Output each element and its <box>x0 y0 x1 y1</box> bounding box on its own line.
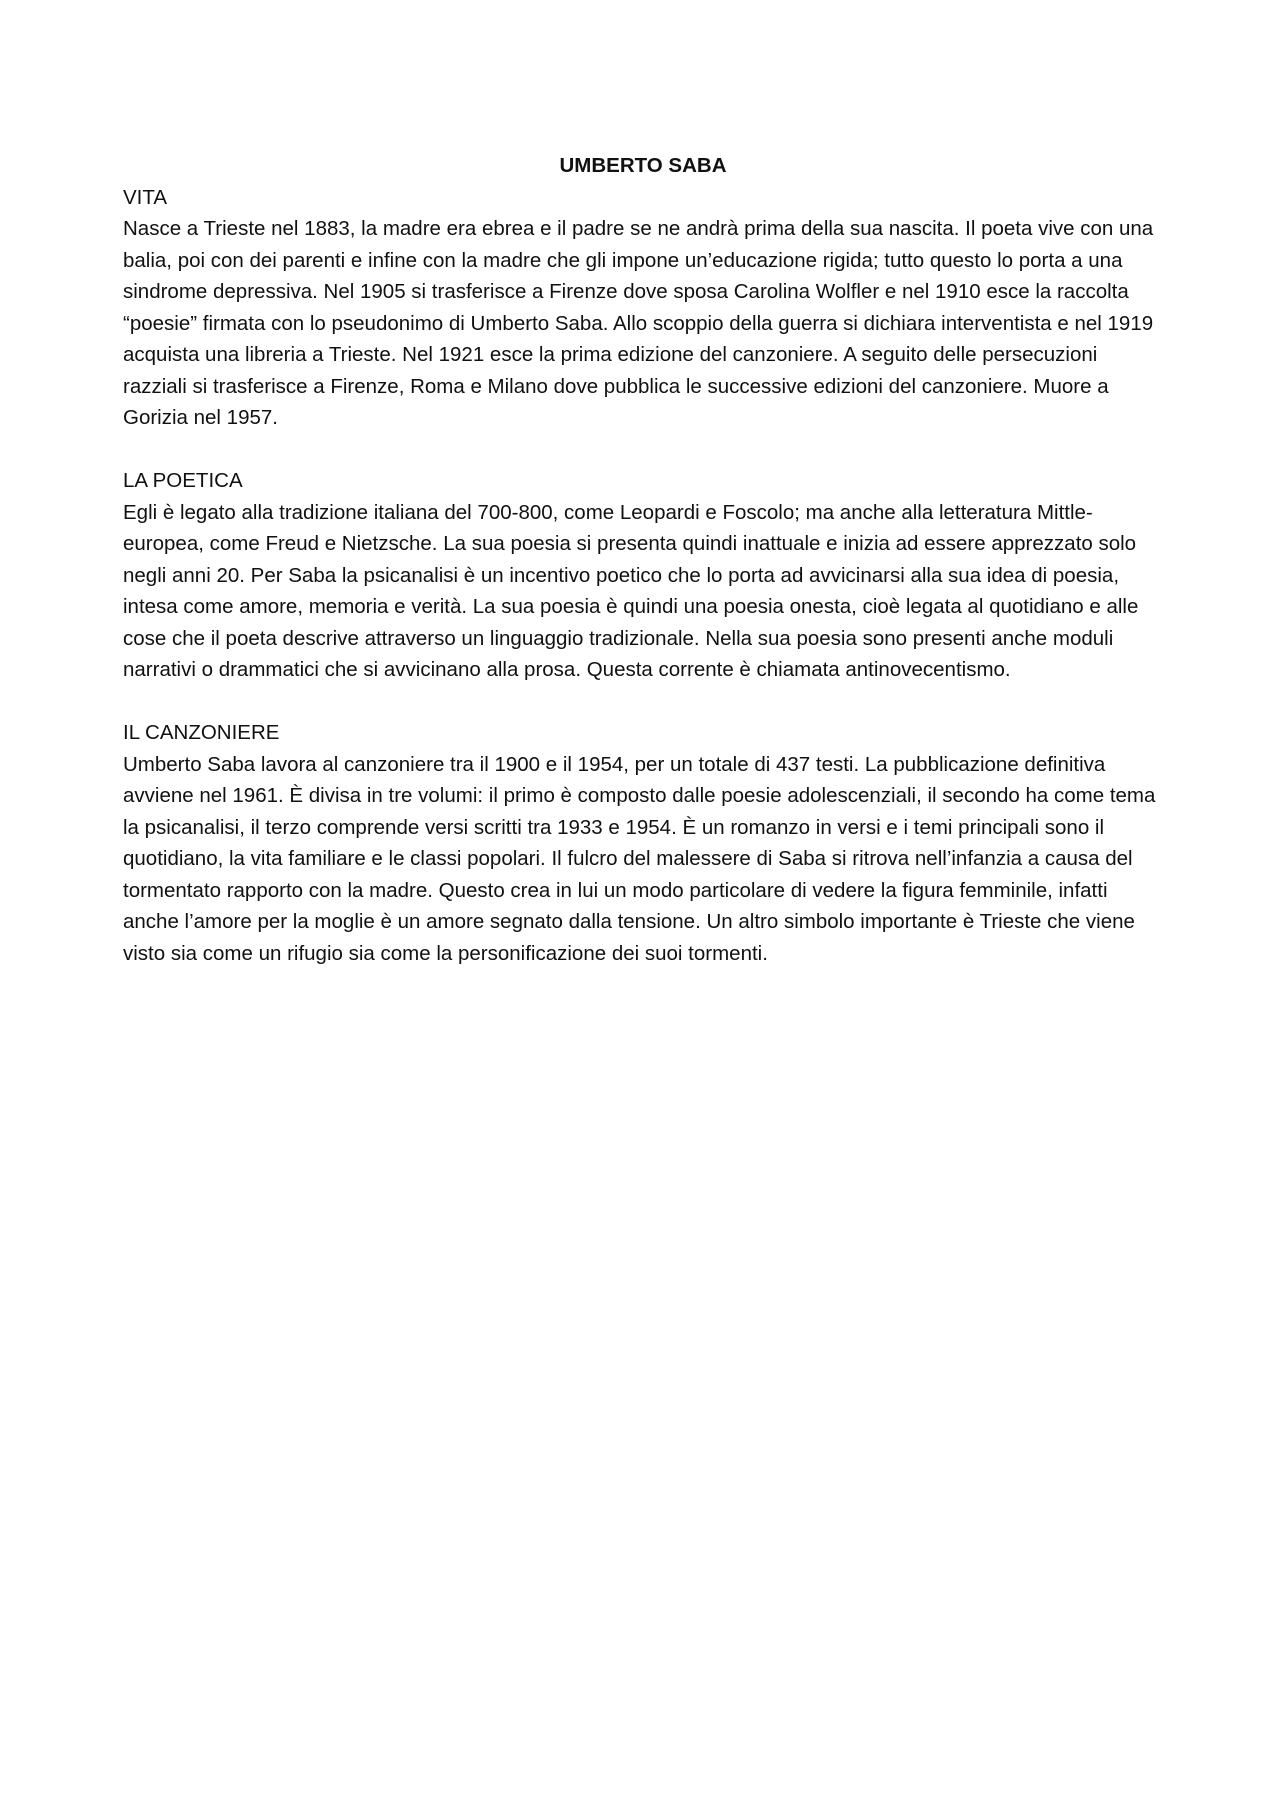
document-title: UMBERTO SABA <box>559 154 727 177</box>
document-page <box>123 150 1163 969</box>
section-heading-poetica: LA POETICA <box>123 469 243 492</box>
paragraph-spacer <box>123 434 1163 466</box>
section-body-poetica: Egli è legato alla tradizione italiana del 700-800, come Leopardi e Foscolo; ma anche alla letteratura Mittle-europea, come Freud e Nietzsche. La sua poesia si presenta quindi inattuale e inizia ad essere apprezzato solo negli anni 20. Per Saba la psicanalisi è un incentivo poetico che lo porta ad avvicinarsi alla sua idea di poesia, intesa come amore, memoria e verità. La sua poesia è quindi una poesia onesta, cioè legata al quotidiano e alle cose che il poeta descrive attraverso un linguaggio tradizionale. Nella sua poesia sono presenti anche moduli narrativi o drammatici che si avvicinano alla prosa. Questa corrente è chiamata antinovecentismo. <box>123 500 1139 681</box>
section-body-canzoniere: Umberto Saba lavora al canzoniere tra il 1900 e il 1954, per un totale di 437 testi. La pubblicazione definitiva avviene nel 1961. È divisa in tre volumi: il primo è composto dalle poesie adolescenziali, il secondo ha come tema la psicanalisi, il terzo comprende versi scritti tra 1933 e 1954. È un romanzo in versi e i temi principali sono il quotidiano, la vita familiare e le classi popolari. Il fulcro del malessere di Saba si ritrova nell’infanzia a causa del tormentato rapporto con la madre. Questo crea in lui un modo particolare di vedere la figura femminile, infatti anche l’amore per la moglie è un amore segnato dalla tensione. Un altro simbolo importante è Trieste che viene visto sia come un rifugio sia come la personificazione dei suoi tormenti. <box>123 752 1156 965</box>
paragraph-spacer <box>123 686 1163 718</box>
section-heading-canzoniere: IL CANZONIERE <box>123 721 280 744</box>
section-heading-vita: VITA <box>123 185 168 209</box>
section-poetica <box>123 465 1163 686</box>
section-vita <box>123 182 1163 434</box>
section-body-vita: Nasce a Trieste nel 1883, la madre era ebrea e il padre se ne andrà prima della sua nascita. Il poeta vive con una balia, poi con dei parenti e infine con la madre che gli impone un’educazione rigida; tutto questo lo porta a una sindrome depressiva. Nel 1905 si trasferisce a Firenze dove sposa Carolina Wolfler e nel 1910 esce la raccolta “poesie” firmata con lo pseudonimo di Umberto Saba. Allo scoppio della guerra si dichiara interventista e nel 1919 acquista una libreria a Trieste. Nel 1921 esce la prima edizione del canzoniere. A seguito delle persecuzioni razziali si trasferisce a Firenze, Roma e Milano dove pubblica le successive edizioni del canzoniere. Muore a Gorizia nel 1957. <box>123 217 1154 429</box>
section-canzoniere <box>123 717 1163 969</box>
